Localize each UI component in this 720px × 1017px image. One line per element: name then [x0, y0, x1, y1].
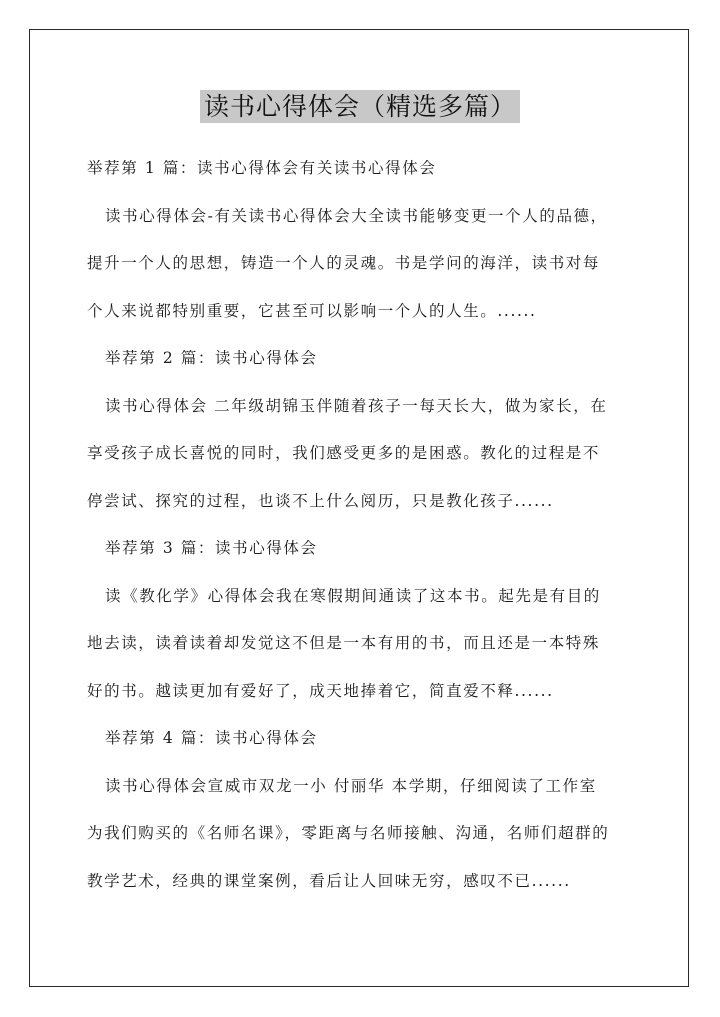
- section-3-line-1: 读《教化学》心得体会我在寒假期间通读了这本书。起先是有目的: [105, 586, 601, 605]
- section-1-line-3: 个人来说都特别重要，它甚至可以影响一个人的人生。......: [87, 301, 537, 320]
- document-title: 读书心得体会（精选多篇）: [200, 90, 520, 123]
- section-3-heading: 举荐第 3 篇：读书心得体会: [105, 539, 318, 557]
- document-body: [87, 152, 635, 912]
- title-container: [0, 90, 720, 123]
- section-4-line-2: 为我们购买的《名师名课》，零距离与名师接触、沟通，名师们超群的: [87, 824, 610, 842]
- section-4-heading: 举荐第 4 篇：读书心得体会: [105, 729, 318, 747]
- section-4-line-3: 教学艺术，经典的课堂案例，看后让人回味无穷，感叹不已......: [87, 871, 571, 890]
- section-2-line-1: 读书心得体会 二年级胡锦玉伴随着孩子一每天长大，做为家长，在: [105, 396, 608, 415]
- section-3-line-2: 地去读，读着读着却发觉这不但是一本有用的书，而且还是一本特殊: [87, 634, 601, 652]
- section-2-line-3: 停尝试、探究的过程，也谈不上什么阅历，只是教化孩子......: [87, 491, 554, 510]
- section-3-line-3: 好的书。越读更加有爱好了，成天地捧着它，简直爱不释......: [87, 681, 554, 700]
- section-1-heading: 举荐第 1 篇：读书心得体会有关读书心得体会: [87, 159, 437, 177]
- section-1-line-2: 提升一个人的思想，铸造一个人的灵魂。书是学问的海洋，读书对每: [87, 254, 601, 272]
- section-4-line-1: 读书心得体会宣威市双龙一小 付丽华 本学期，仔细阅读了工作室: [105, 776, 597, 795]
- section-2-line-2: 享受孩子成长喜悦的同时，我们感受更多的是困惑。教化的过程是不: [87, 444, 601, 462]
- section-1-line-1: 读书心得体会-有关读书心得体会大全读书能够变更一个人的品德，: [105, 206, 608, 225]
- section-2-heading: 举荐第 2 篇：读书心得体会: [105, 349, 318, 367]
